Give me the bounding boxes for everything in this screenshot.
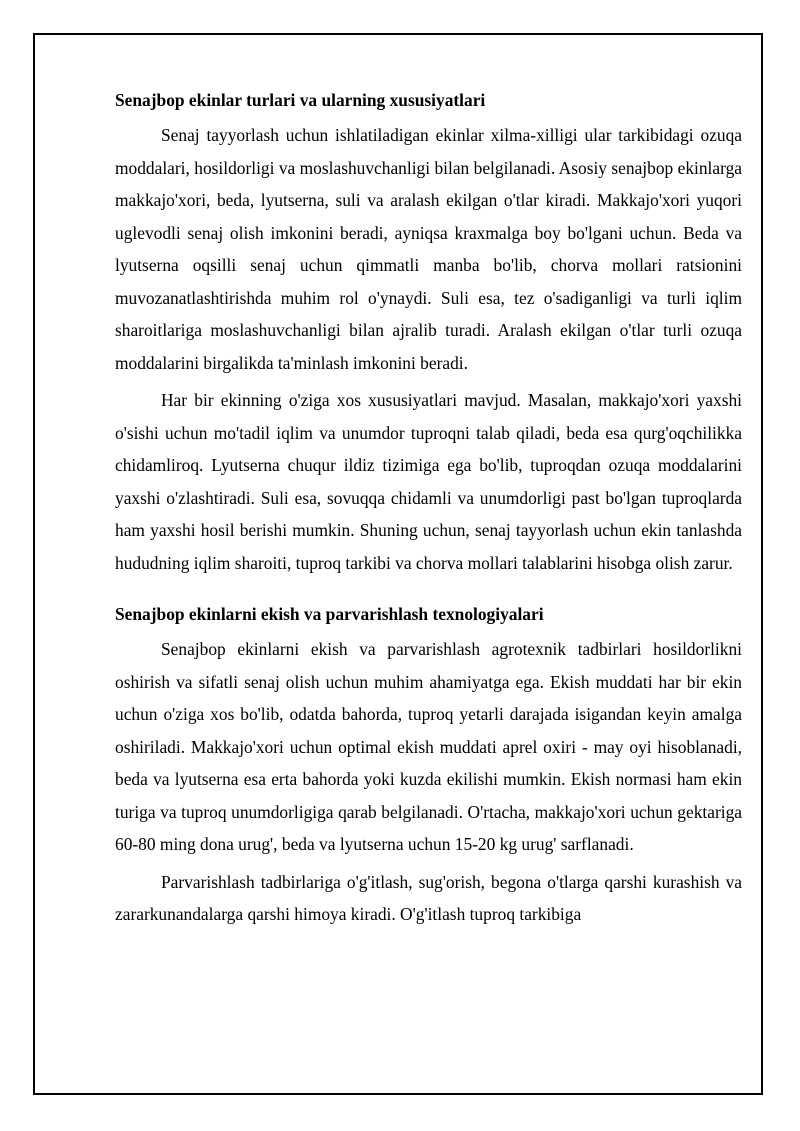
paragraph: Har bir ekinning o'ziga xos xususiyatlari mavjud. Masalan, makkajo'xori yaxshi o'sishi uchun mo'tadil iqlim va unumdor tuproqni talab qiladi, beda esa qurg'oqchilikka chidamliroq. Lyutserna chuqur ildiz tizimiga ega bo'lib, tuproqdan ozuqa moddalarini yaxshi o'zlashtiradi. Suli esa, sovuqqa chidamli va unumdorligi past bo'lgan tuproqlarda ham yaxshi hosil berishi mumkin. Shuning uchun, senaj tayyorlash uchun ekin tanlashda hududning iqlim sharoiti, tuproq tarkibi va chorva mollari talablarini hisobga olish zarur. (115, 390, 742, 573)
paragraph: Senaj tayyorlash uchun ishlatiladigan ekinlar xilma-xilligi ular tarkibidagi ozuqa moddalari, hosildorligi va moslashuvchanligi bilan belgilanadi. Asosiy senajbop ekinlarga makkajo'xori, beda, lyutserna, suli va aralash ekilgan o'tlar kiradi. Makkajo'xori yuqori uglevodli senaj olish imkonini beradi, ayniqsa kraxmalga boy bo'lgani uchun. Beda va lyutserna oqsilli senaj uchun qimmatli manba bo'lib, chorva mollari ratsionini muvozanatlashtirishda muhim rol o'ynaydi. Suli esa, tez o'sadiganligi va turli iqlim sharoitlariga moslashuvchanligi bilan ajralib turadi. Aralash ekilgan o'tlar turli ozuqa moddalarini birgalikda ta'minlash imkonini beradi. (115, 125, 742, 373)
paragraph: Parvarishlash tadbirlariga o'g'itlash, sug'orish, begona o'tlarga qarshi kurashish va zararkunandalarga qarshi himoya kiradi. O'g'itlash tuproq tarkibiga (115, 871, 742, 924)
paragraph: Senajbop ekinlarni ekish va parvarishlash agrotexnik tadbirlari hosildorlikni oshirish va sifatli senaj olish uchun muhim ahamiyatga ega. Ekish muddati har bir ekin uchun o'ziga xos bo'lib, odatda bahorda, tuproq yetarli darajada isigandan keyin amalga oshiriladi. Makkajo'xori uchun optimal ekish muddati aprel oxiri - may oyi hisoblanadi, beda va lyutserna esa erta bahorda yoki kuzda ekilishi mumkin. Ekish normasi ham ekin turiga va tuproq unumdorligiga qarab belgilanadi. O'rtacha, makkajo'xori uchun gektariga 60-80 ming dona urug', beda va lyutserna uchun 15-20 kg urug' sarflanadi. (115, 639, 742, 854)
document-body (115, 85, 742, 936)
section-heading: Senajbop ekinlar turlari va ularning xususiyatlari (115, 90, 486, 110)
section-heading: Senajbop ekinlarni ekish va parvarishlash texnologiyalari (115, 604, 544, 624)
